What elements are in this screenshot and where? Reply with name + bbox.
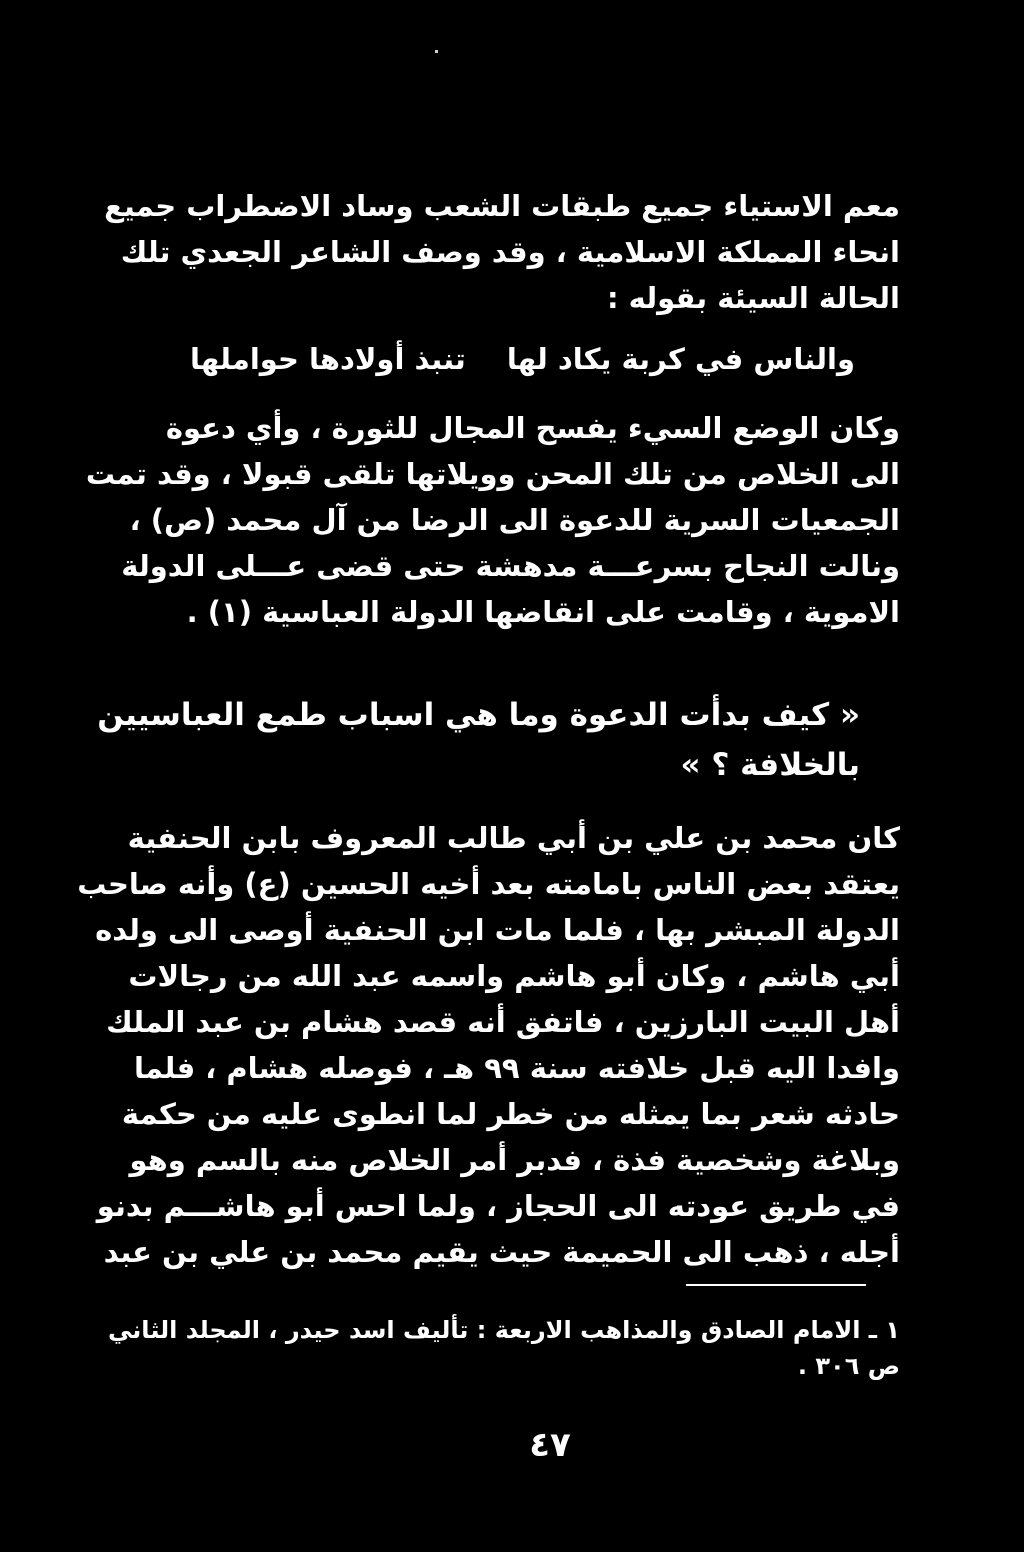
section-heading	[97, 690, 860, 790]
footnote-divider	[686, 1284, 866, 1286]
footnote-line: ص ٣٠٦ .	[797, 1352, 900, 1380]
text-line: أهل البيت البارزين ، فاتفق أنه قصد هشام بن عبد الملك	[106, 1005, 900, 1039]
verse-second-hemistich: تنبذ أولادها حواملها	[190, 342, 466, 376]
text-line: الجمعيات السرية للدعوة الى الرضا من آل محمد (ص) ،	[129, 503, 900, 537]
text-line: أجله ، ذهب الى الحميمة حيث يقيم محمد بن علي بن عبد	[103, 1235, 900, 1269]
text-line: وافدا اليه قبل خلافته سنة ٩٩ هـ ، فوصله هشام ، فلما	[134, 1051, 900, 1085]
footnote-line: ١ ـ الامام الصادق والمذاهب الاربعة : تأليف اسد حيدر ، المجلد الثاني	[108, 1316, 900, 1344]
text-line: الدولة المبشر بها ، فلما مات ابن الحنفية أوصى الى ولده	[95, 913, 900, 947]
page-number: ٤٧	[529, 1425, 571, 1465]
text-line: يعتقد بعض الناس بامامته بعد أخيه الحسين (ع) وأنه صاحب	[77, 867, 900, 901]
text-line: في طريق عودته الى الحجاز ، ولما احس أبو هاشـــم بدنو	[96, 1189, 900, 1223]
text-line: وبلاغة وشخصية فذة ، فدبر أمر الخلاص منه بالسم وهو	[129, 1143, 900, 1177]
paragraph-1	[104, 183, 900, 321]
paragraph-3	[77, 815, 900, 1275]
text-line: معم الاستياء جميع طبقات الشعب وساد الاضطراب جميع	[104, 189, 900, 223]
text-line: ونالت النجاح بسرعـــة مدهشة حتى قضى عـــلى الدولة	[121, 549, 900, 583]
text-line: انحاء المملكة الاسلامية ، وقد وصف الشاعر الجعدي تلك	[120, 235, 900, 269]
heading-line: بالخلافة ؟ »	[680, 747, 860, 783]
verse-first-hemistich: والناس في كربة يكاد لها	[506, 342, 855, 376]
paragraph-2	[85, 405, 900, 635]
text-line: الاموية ، وقامت على انقاضها الدولة العباسية (١) .	[186, 595, 900, 629]
text-line: الى الخلاص من تلك المحن وويلاتها تلقى قبولا ، وقد تمت	[85, 457, 900, 491]
poem-verse	[190, 336, 855, 382]
heading-line: « كيف بدأت الدعوة وما هي اسباب طمع العباسيين	[97, 697, 860, 733]
text-line: حادثه شعر بما يمثله من خطر لما انطوى عليه من حكمة	[121, 1097, 900, 1131]
dust-speck	[435, 50, 438, 53]
text-line: الحالة السيئة بقوله :	[606, 281, 900, 315]
text-line: وكان الوضع السيء يفسح المجال للثورة ، وأي دعوة	[165, 411, 900, 445]
footnote	[108, 1312, 900, 1384]
text-line: كان محمد بن علي بن أبي طالب المعروف بابن الحنفية	[127, 821, 900, 855]
text-line: أبي هاشم ، وكان أبو هاشم واسمه عبد الله من رجالات	[128, 959, 900, 993]
